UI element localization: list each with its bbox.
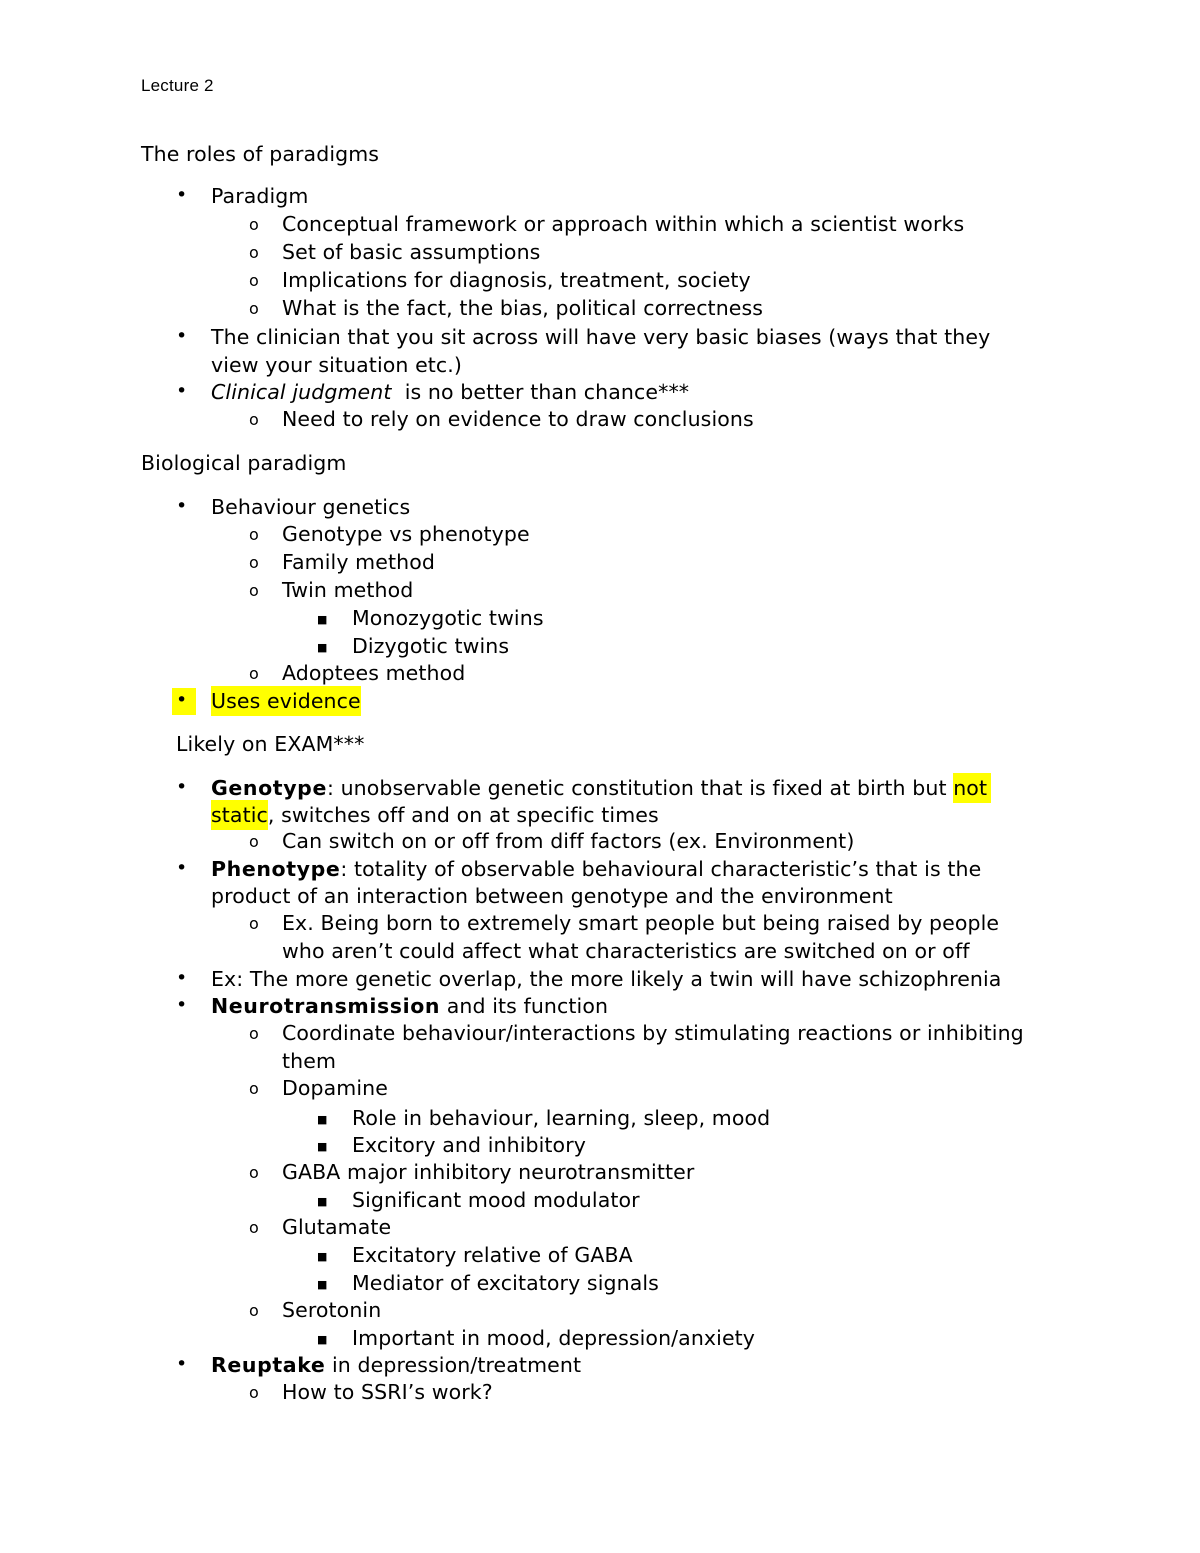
list-item: Genotype vs phenotype	[282, 522, 530, 546]
neurotransmission-term: Neurotransmission	[211, 994, 441, 1018]
bullet-square: ■	[317, 1278, 328, 1291]
bullet-circle: o	[249, 553, 259, 572]
list-item: Ex: The more genetic overlap, the more likely a twin will have schizophrenia	[211, 967, 1002, 991]
list-item: Mediator of excitatory signals	[352, 1271, 659, 1295]
list-item: Monozygotic twins	[352, 606, 544, 630]
lecture-title: Lecture 2	[141, 76, 214, 95]
list-item: Excitatory relative of GABA	[352, 1243, 633, 1267]
list-item-continuation: them	[282, 1049, 337, 1073]
list-item: Twin method	[282, 578, 414, 602]
list-item: Clinical judgment is no better than chance***	[211, 380, 690, 404]
bullet-circle: o	[249, 1163, 259, 1182]
list-item-continuation: static, switches off and on at specific times	[211, 805, 659, 826]
list-item: Significant mood modulator	[352, 1188, 640, 1212]
list-item: Dopamine	[282, 1076, 388, 1100]
bullet-dot: •	[176, 1353, 188, 1375]
highlighted-text: not	[953, 773, 991, 803]
bullet-circle: o	[249, 914, 259, 933]
list-item: Paradigm	[211, 184, 309, 208]
bullet-circle: o	[249, 1024, 259, 1043]
list-item: Conceptual framework or approach within which a scientist works	[282, 212, 965, 236]
reuptake-term: Reuptake	[211, 1353, 326, 1377]
highlighted-text: Uses evidence	[211, 686, 361, 716]
exam-note: Likely on EXAM***	[176, 732, 365, 756]
list-item: Phenotype: totality of observable behavioural characteristic’s that is the	[211, 857, 982, 881]
list-item: Family method	[282, 550, 435, 574]
list-item-continuation: view your situation etc.)	[211, 353, 463, 377]
bullet-dot: •	[176, 495, 188, 517]
list-item: How to SSRI’s work?	[282, 1380, 493, 1404]
list-item: Ex. Being born to extremely smart people but being raised by people	[282, 911, 1000, 935]
phenotype-term: Phenotype	[211, 857, 341, 881]
list-item: Implications for diagnosis, treatment, society	[282, 268, 751, 292]
genotype-term: Genotype	[211, 776, 327, 800]
bullet-square: ■	[317, 1333, 328, 1346]
list-item: Serotonin	[282, 1298, 382, 1322]
bullet-circle: o	[249, 410, 259, 429]
bullet-square: ■	[317, 1250, 328, 1263]
list-item: Set of basic assumptions	[282, 240, 541, 264]
bullet-circle: o	[249, 525, 259, 544]
list-item: Dizygotic twins	[352, 634, 510, 658]
bullet-circle: o	[249, 581, 259, 600]
list-item: Excitory and inhibitory	[352, 1133, 586, 1157]
list-item: Need to rely on evidence to draw conclusions	[282, 407, 754, 431]
bullet-dot: •	[176, 994, 188, 1016]
highlighted-text: static	[211, 800, 268, 830]
list-item-continuation: product of an interaction between genotype and the environment	[211, 884, 893, 908]
list-item: Important in mood, depression/anxiety	[352, 1326, 756, 1350]
bullet-circle: o	[249, 271, 259, 290]
list-item: Adoptees method	[282, 661, 466, 685]
bullet-dot: •	[176, 184, 188, 206]
bullet-circle: o	[249, 1218, 259, 1237]
bullet-dot: •	[176, 967, 188, 989]
list-item: What is the fact, the bias, political correctness	[282, 296, 764, 320]
list-item: Glutamate	[282, 1215, 392, 1239]
bullet-circle: o	[249, 664, 259, 683]
bullet-circle: o	[249, 215, 259, 234]
bullet-dot: •	[176, 776, 188, 798]
bullet-square: ■	[317, 1113, 328, 1126]
clinical-judgment-term: Clinical judgment	[211, 380, 392, 404]
list-item: Can switch on or off from diff factors (ex. Environment)	[282, 829, 855, 853]
list-item-highlighted	[211, 691, 361, 712]
list-item: GABA major inhibitory neurotransmitter	[282, 1160, 695, 1184]
bullet-dot: •	[176, 689, 188, 711]
bullet-circle: o	[249, 1301, 259, 1320]
list-item: The clinician that you sit across will have very basic biases (ways that they	[211, 325, 991, 349]
bullet-dot: •	[176, 380, 188, 402]
section-heading-paradigms: The roles of paradigms	[141, 142, 380, 166]
list-item: Neurotransmission and its function	[211, 994, 609, 1018]
bullet-circle: o	[249, 832, 259, 851]
list-item: Behaviour genetics	[211, 495, 411, 519]
bullet-square: ■	[317, 613, 328, 626]
bullet-square: ■	[317, 1195, 328, 1208]
list-item: Reuptake in depression/treatment	[211, 1353, 582, 1377]
bullet-dot: •	[176, 857, 188, 879]
list-item: Role in behaviour, learning, sleep, mood	[352, 1106, 771, 1130]
bullet-dot: •	[176, 325, 188, 347]
bullet-circle: o	[249, 1383, 259, 1402]
list-item: Genotype: unobservable genetic constitution that is fixed at birth but not	[211, 778, 991, 799]
bullet-square: ■	[317, 641, 328, 654]
list-item-continuation: who aren’t could affect what characteristics are switched on or off	[282, 939, 970, 963]
bullet-circle: o	[249, 299, 259, 318]
list-item: Coordinate behaviour/interactions by stimulating reactions or inhibiting	[282, 1021, 1024, 1045]
bullet-circle: o	[249, 1079, 259, 1098]
bullet-square: ■	[317, 1140, 328, 1153]
bullet-circle: o	[249, 243, 259, 262]
section-heading-biological: Biological paradigm	[141, 451, 347, 475]
